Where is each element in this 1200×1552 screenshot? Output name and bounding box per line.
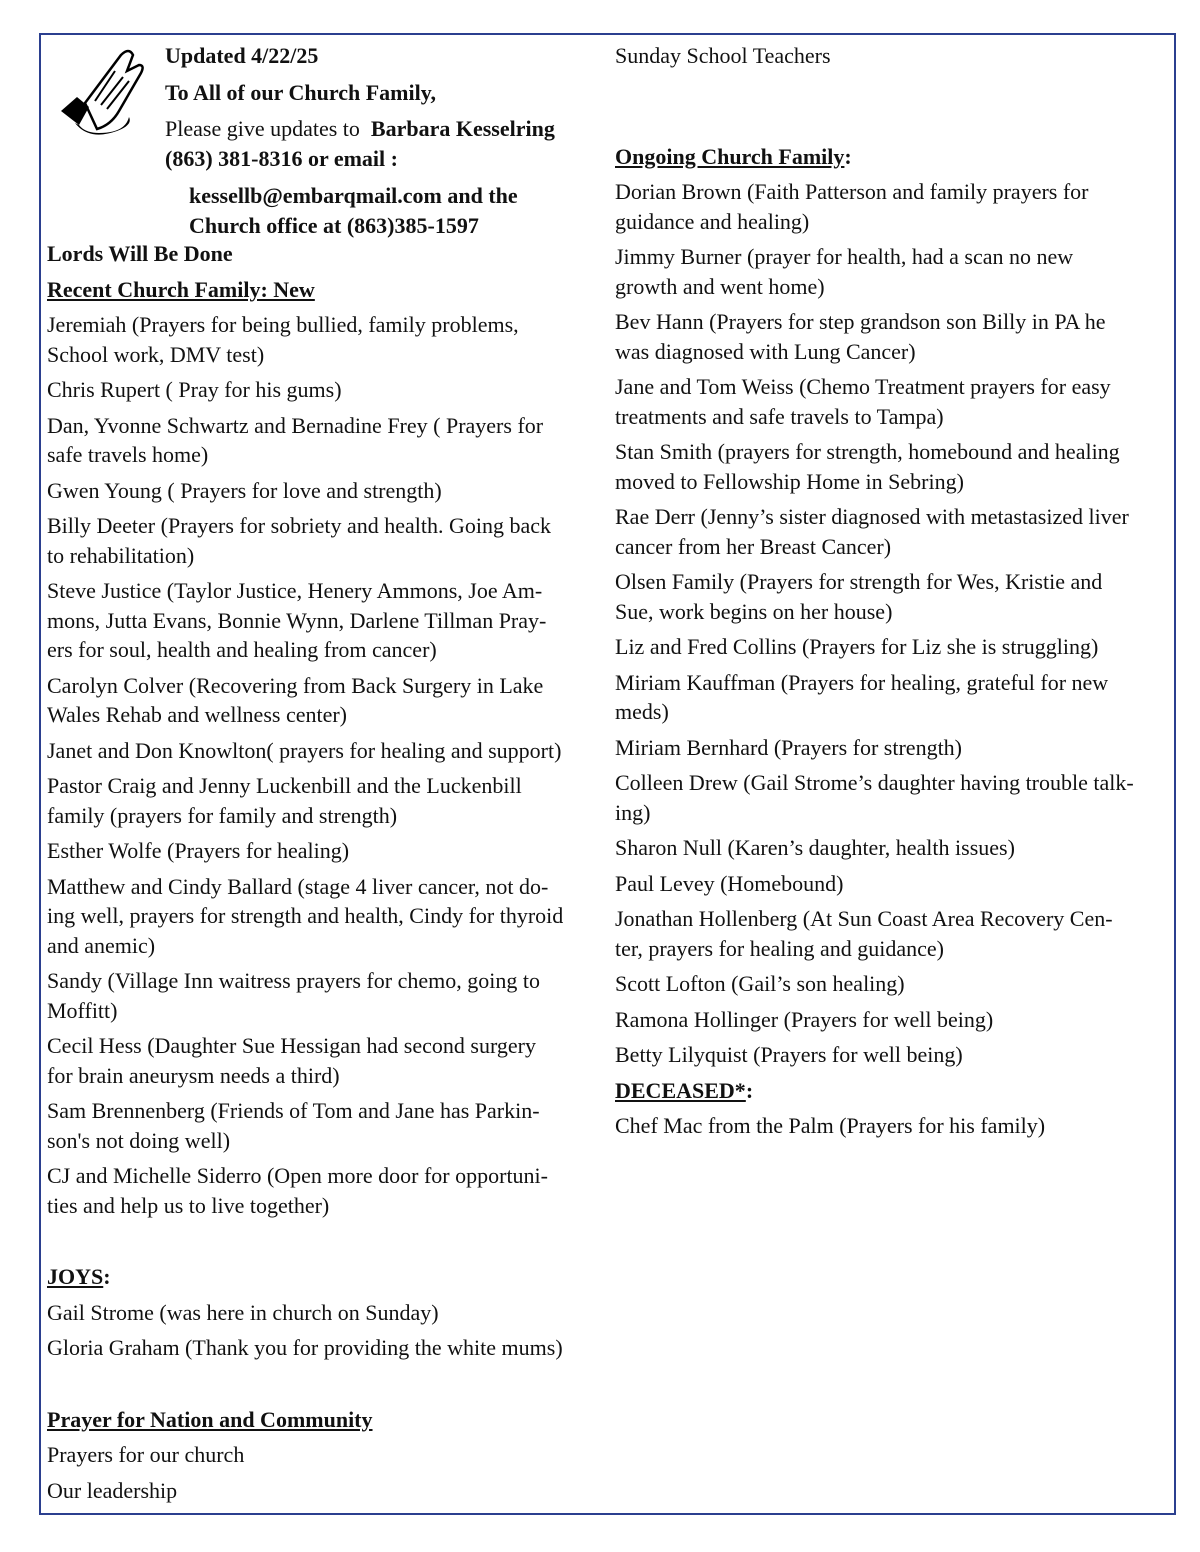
list-item-line: Sandy (Village Inn waitress prayers for chemo, going to [47, 968, 540, 993]
tagline: Lords Will Be Done [47, 241, 233, 266]
list-item [47, 872, 607, 961]
list-item [615, 904, 1175, 963]
praying-hands-icon [55, 41, 145, 141]
list-item-line: Gloria Graham (Thank you for providing the white mums) [47, 1335, 563, 1360]
list-item-line: Matthew and Cindy Ballard (stage 4 liver cancer, not do- [47, 873, 549, 899]
joys-list [47, 1298, 607, 1363]
list-item [615, 733, 1175, 763]
list-item-line: cancer from her Breast Cancer) [615, 533, 892, 559]
list-item-line: Rae Derr (Jenny’s sister diagnosed with metastasized liver [615, 504, 1129, 529]
list-item-line: ties and help us to live together) [47, 1192, 330, 1218]
list-item [47, 310, 607, 369]
ongoing-list [615, 177, 1175, 1070]
list-item-line: Chef Mac from the Palm (Prayers for his family) [615, 1113, 1046, 1138]
list-item-line: growth and went home) [615, 273, 825, 299]
list-item-line: Chris Rupert ( Pray for his gums) [47, 377, 342, 402]
list-item-line: moved to Fellowship Home in Sebring) [615, 468, 964, 494]
header-block [165, 41, 605, 240]
list-item [615, 437, 1175, 496]
list-item-line: and anemic) [47, 932, 156, 958]
deceased-heading: DECEASED*: [615, 1077, 754, 1103]
list-item-line: Gail Strome (was here in church on Sunday) [47, 1299, 439, 1325]
list-item-line: CJ and Michelle Siderro (Open more door for opportuni- [47, 1163, 548, 1188]
list-item [615, 833, 1175, 863]
list-item-line: Paul Levey (Homebound) [615, 870, 844, 896]
list-item-line: Pastor Craig and Jenny Luckenbill and the Luckenbill [47, 773, 522, 798]
list-item [47, 1096, 607, 1155]
list-item [615, 1040, 1175, 1070]
list-item-line: Prayers for our church [47, 1442, 245, 1467]
list-item [615, 869, 1175, 899]
list-item-line: Moffitt) [47, 997, 118, 1023]
list-item [615, 177, 1175, 236]
list-item-line: Jonathan Hollenberg (At Sun Coast Area Recovery Cen- [615, 906, 1113, 931]
list-item-line: Janet and Don Knowlton( prayers for healing and support) [47, 737, 562, 763]
list-item-line: Steve Justice (Taylor Justice, Henery Ammons, Joe Am- [47, 578, 543, 603]
office-phone: Church office at (863)385-1597 [189, 212, 479, 238]
list-item-line: Colleen Drew (Gail Strome’s daughter having trouble talk- [615, 770, 1134, 795]
list-item-line: Gwen Young ( Prayers for love and strength) [47, 477, 442, 503]
list-item-line: ing) [615, 799, 651, 825]
list-item-line: Bev Hann (Prayers for step grandson son Billy in PA he [615, 309, 1106, 334]
list-item-line: Betty Lilyquist (Prayers for well being) [615, 1042, 963, 1067]
list-item [615, 567, 1175, 626]
contact-email[interactable]: kessellb@embarqmail.com and the [189, 183, 518, 208]
recent-list [47, 310, 607, 1220]
list-item-line: Jimmy Burner (prayer for health, had a scan no new [615, 244, 1074, 269]
list-item-line: family (prayers for family and strength) [47, 802, 398, 828]
greeting: To All of our Church Family, [165, 79, 436, 105]
list-item-line: Sam Brennenberg (Friends of Tom and Jane has Parkin- [47, 1098, 540, 1123]
list-item [47, 375, 607, 405]
list-item [615, 307, 1175, 366]
list-item [47, 1031, 607, 1090]
list-item [47, 1333, 607, 1363]
recent-heading: Recent Church Family: New [47, 276, 315, 302]
list-item-line: mons, Jutta Evans, Bonnie Wynn, Darlene Tillman Pray- [47, 607, 547, 633]
list-item [615, 632, 1175, 662]
list-item-line: Jeremiah (Prayers for being bullied, family problems, [47, 312, 519, 337]
list-item-line: Stan Smith (prayers for strength, homebound and healing [615, 439, 1120, 464]
ongoing-heading: Ongoing Church Family: [615, 143, 852, 169]
list-item-line: son's not doing well) [47, 1127, 231, 1153]
list-item [47, 836, 607, 866]
list-item [615, 1005, 1175, 1035]
list-item-line: Olsen Family (Prayers for strength for Wes, Kristie and [615, 569, 1103, 594]
list-item-line: Sharon Null (Karen’s daughter, health issues) [615, 835, 1015, 860]
list-item-line: Our leadership [47, 1477, 178, 1503]
list-item [47, 511, 607, 570]
list-item-line: Jane and Tom Weiss (Chemo Treatment prayers for easy [615, 374, 1111, 399]
list-item-line: Miriam Bernhard (Prayers for strength) [615, 734, 963, 760]
list-item-line: to rehabilitation) [47, 542, 195, 568]
list-item-line: Billy Deeter (Prayers for sobriety and health. Going back [47, 513, 552, 538]
list-item-line: Carolyn Colver (Recovering from Back Surgery in Lake [47, 672, 544, 698]
list-item [47, 1440, 607, 1470]
contact-name: Barbara Kesselring [370, 116, 555, 141]
list-item-line: School work, DMV test) [47, 341, 265, 367]
list-item [47, 1476, 607, 1506]
list-item-line: Dorian Brown (Faith Patterson and family prayers for [615, 179, 1089, 204]
list-item [615, 502, 1175, 561]
sunday-school-teachers: Sunday School Teachers [615, 43, 831, 68]
list-item-line: Esther Wolfe (Prayers for healing) [47, 838, 350, 863]
updated-date: Updated 4/22/25 [165, 43, 319, 68]
list-item-line: Sue, work begins on her house) [615, 598, 893, 624]
right-column [615, 41, 1175, 1147]
list-item [47, 736, 607, 766]
list-item [47, 771, 607, 830]
list-item-line: meds) [615, 699, 669, 724]
list-item [615, 768, 1175, 827]
list-item [47, 1298, 607, 1328]
contact-phone: (863) 381-8316 or email : [165, 145, 398, 171]
list-item-line: ers for soul, health and healing from cancer) [47, 637, 437, 662]
list-item [615, 668, 1175, 727]
list-item-line: Wales Rehab and wellness center) [47, 702, 347, 727]
nation-list [47, 1440, 607, 1505]
nation-heading: Prayer for Nation and Community [47, 1406, 373, 1432]
bulletin-frame [39, 33, 1176, 1515]
list-item-line: Cecil Hess (Daughter Sue Hessigan had second surgery [47, 1033, 536, 1058]
joys-heading: JOYS: [47, 1264, 111, 1289]
list-item [615, 372, 1175, 431]
list-item-line: Dan, Yvonne Schwartz and Bernadine Frey ( Prayers for [47, 412, 544, 438]
list-item-line: Scott Lofton (Gail’s son healing) [615, 971, 905, 996]
list-item [47, 476, 607, 506]
list-item-line: for brain aneurysm needs a third) [47, 1062, 340, 1088]
list-item-line: ing well, prayers for strength and health, Cindy for thyroid [47, 903, 564, 928]
list-item [47, 671, 607, 730]
list-item [47, 1161, 607, 1220]
list-item-line: Miriam Kauffman (Prayers for healing, grateful for new [615, 669, 1109, 695]
list-item [615, 1111, 1175, 1141]
list-item-line: ter, prayers for healing and guidance) [615, 935, 944, 961]
list-item-line: safe travels home) [47, 442, 209, 467]
deceased-list [615, 1111, 1175, 1141]
list-item-line: treatments and safe travels to Tampa) [615, 403, 944, 429]
list-item-line: guidance and healing) [615, 208, 810, 234]
list-item [615, 242, 1175, 301]
list-item [47, 411, 607, 470]
list-item-line: Ramona Hollinger (Prayers for well being) [615, 1006, 994, 1032]
list-item [47, 576, 607, 665]
give-updates-line [165, 114, 605, 144]
list-item-line: was diagnosed with Lung Cancer) [615, 338, 916, 364]
list-item [47, 966, 607, 1025]
give-updates-prefix: Please give updates to [165, 116, 360, 141]
list-item [615, 969, 1175, 999]
left-column [47, 239, 607, 1511]
list-item-line: Liz and Fred Collins (Prayers for Liz she is struggling) [615, 634, 1099, 659]
